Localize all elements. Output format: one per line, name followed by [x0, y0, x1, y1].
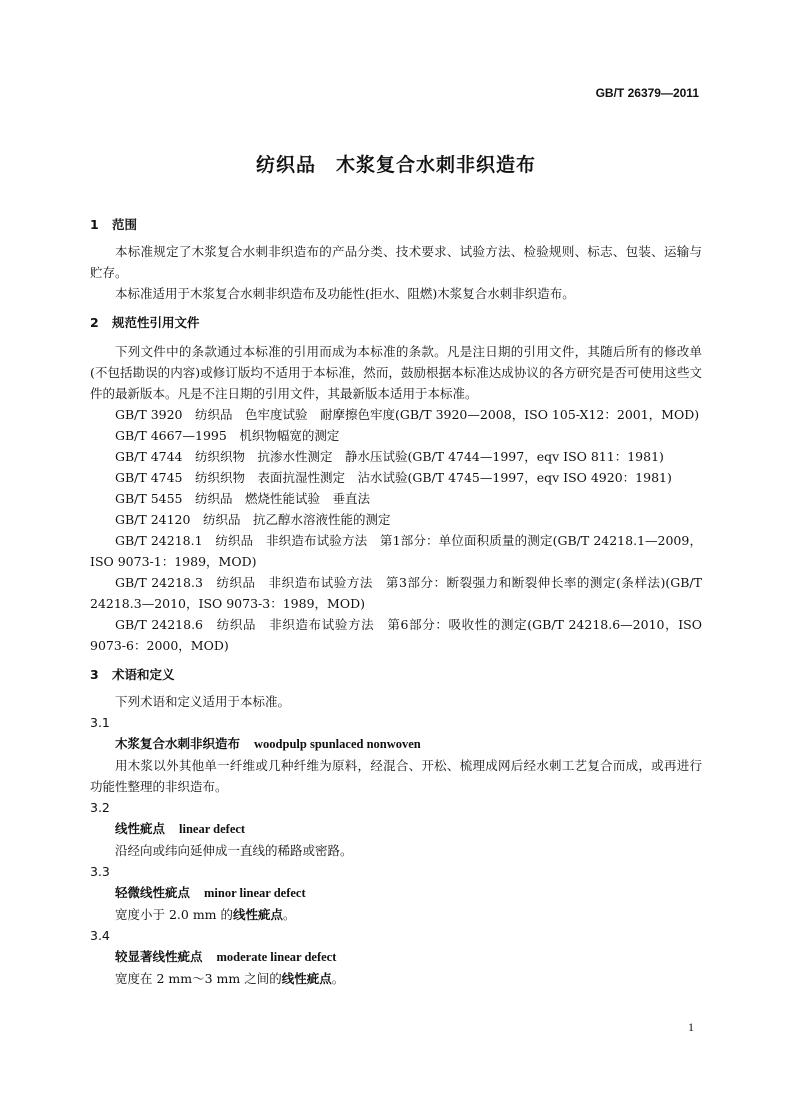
section-1-heading: 1 范围 [90, 217, 138, 232]
section-2-heading: 2 规范性引用文件 [90, 315, 200, 330]
section-2-intro: 下列文件中的条款通过本标准的引用而成为本标准的条款。凡是注日期的引用文件，其随后所有的修改单(不包括勘误的内容)或修订版均不适用于本标准，然而，鼓励根据本标准达成协议的各方研究是否可使用这些文件的最新版本。凡是不注日期的引用文件，其最新版本适用于本标准。 [90, 344, 702, 401]
section-3-heading: 3 术语和定义 [90, 667, 175, 682]
section-1-paragraph-2: 本标准适用于木浆复合水刺非织造布及功能性(拒水、阻燃)木浆复合水刺非织造布。 [115, 286, 575, 301]
reference-item: GB/T 4745 纺织织物 表面抗湿性测定 沾水试验(GB/T 4745—1997，eqv ISO 4920：1981) [115, 470, 672, 485]
document-body [90, 214, 702, 989]
term-definition: 宽度在 2 mm～3 mm 之间的线性疵点。 [115, 971, 345, 986]
term-definition: 沿经向或纬向延伸成一直线的稀路或密路。 [115, 843, 353, 858]
reference-item: GB/T 24218.3 纺织品 非织造布试验方法 第3部分：断裂强力和断裂伸长率的测定(条样法)(GB/T 24218.3—2010，ISO 9073-3：1989，MOD) [90, 575, 702, 611]
section-3-intro: 下列术语和定义适用于本标准。 [115, 694, 291, 709]
reference-item: GB/T 24218.6 纺织品 非织造布试验方法 第6部分：吸收性的测定(GB/T 24218.6—2010，ISO 9073-6：2000，MOD) [90, 617, 702, 653]
term-number: 3.1 [90, 715, 110, 730]
term-definition: 宽度小于 2.0 mm 的线性疵点。 [115, 907, 296, 922]
reference-item: GB/T 24120 纺织品 抗乙醇水溶液性能的测定 [115, 512, 391, 527]
term-definition: 用木浆以外其他单一纤维或几种纤维为原料，经混合、开松、梳理成网后经水刺工艺复合而成，或再进行功能性整理的非织造布。 [90, 758, 702, 794]
reference-item: GB/T 24218.1 纺织品 非织造布试验方法 第1部分：单位面积质量的测定(GB/T 24218.1—2009，ISO 9073-1：1989，MOD) [90, 533, 702, 569]
reference-item: GB/T 4667—1995 机织物幅宽的测定 [115, 428, 340, 443]
term-heading: 较显著线性疵点 moderate linear defect [115, 949, 337, 964]
reference-item: GB/T 5455 纺织品 燃烧性能试验 垂直法 [115, 491, 371, 506]
reference-item: GB/T 3920 纺织品 色牢度试验 耐摩擦色牢度(GB/T 3920—2008，ISO 105-X12：2001，MOD) [115, 407, 700, 422]
term-number: 3.2 [90, 800, 110, 815]
document-title: 纺织品 木浆复合水刺非织造布 [255, 154, 536, 176]
page-number: 1 [688, 1020, 694, 1034]
term-heading: 木浆复合水刺非织造布 woodpulp spunlaced nonwoven [115, 736, 421, 751]
term-heading: 线性疵点 linear defect [115, 821, 246, 836]
term-number: 3.3 [90, 864, 110, 879]
standard-code: GB/T 26379—2011 [595, 86, 699, 100]
section-1-paragraph-1: 本标准规定了木浆复合水刺非织造布的产品分类、技术要求、试验方法、检验规则、标志、包装、运输与贮存。 [90, 244, 702, 280]
term-heading: 轻微线性疵点 minor linear defect [115, 885, 306, 900]
term-number: 3.4 [90, 928, 110, 943]
reference-item: GB/T 4744 纺织织物 抗渗水性测定 静水压试验(GB/T 4744—1997，eqv ISO 811：1981) [115, 449, 664, 464]
